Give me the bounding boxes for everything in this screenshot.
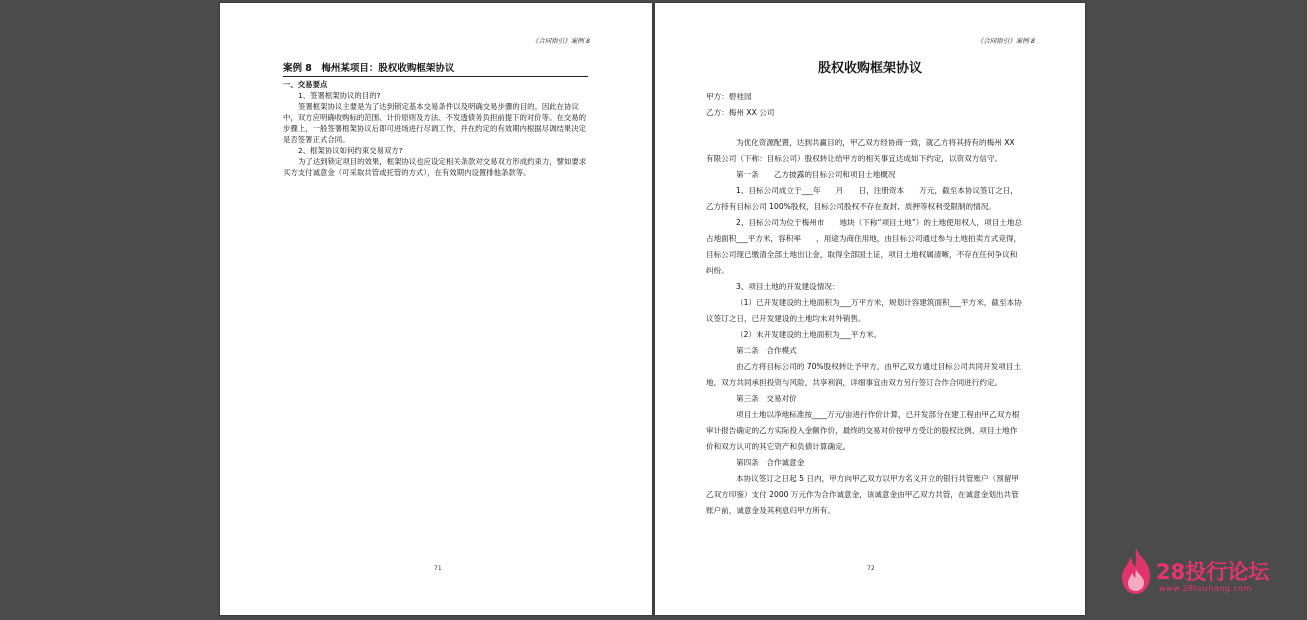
- question-heading: 1、签署框架协议的目的?: [298, 91, 381, 100]
- party-a: 甲方：碧桂园: [706, 92, 752, 101]
- clause-paragraph: 3、项目土地的开发建设情况：: [736, 282, 840, 291]
- party-b: 乙方：梅州 XX 公司: [706, 108, 775, 117]
- preamble-paragraph: 为优化资源配置，达到共赢目的，甲乙双方经协商一致，就乙方将其持有的梅州 XX 有限公司（下称：目标公司）股权转让给甲方的相关事宜达成如下约定，以资双方信守。: [706, 138, 1015, 163]
- running-header: 《合同指引》案例 8: [976, 37, 1035, 45]
- page-body: [283, 79, 589, 178]
- paragraph: 为了达到锁定项目的效果，框架协议也应设定相关条款对交易双方形成约束力，譬如要求买方支付诚意金（可采取共管或托管的方式），在有效期内设置排他条款等。: [283, 157, 587, 177]
- case-title: 案例 8 梅州某项目：股权收购框架协议: [283, 60, 588, 77]
- clause-paragraph: （2）未开发建设的土地面积为___平方米。: [736, 330, 882, 339]
- clause-paragraph: 2、目标公司为位于梅州市 地块（下称“项目土地”）的土地使用权人，项目土地总占地面积___平方米，容积率 ，用途为商住用地，由目标公司通过参与土地拍卖方式竞得，目标公司现已缴清全部土地出让金，取得全部国土证，项目土地权属清晰，不存在任何争议和纠纷。: [706, 218, 1023, 275]
- parties-block: [706, 89, 774, 121]
- document-page-71: [220, 3, 652, 615]
- watermark-logo: [1118, 544, 1298, 600]
- document-page-72: [655, 3, 1085, 615]
- article-heading: 第一条 乙方披露的目标公司和项目土地概况: [736, 170, 896, 179]
- watermark-url: www.28touhang.com: [1159, 584, 1252, 593]
- clause-paragraph: （1）已开发建设的土地面积为___万平方米，规划计容建筑面积___平方米，截至本协议签订之日，已开发建设的土地均未对外销售。: [706, 298, 1022, 323]
- page-number: 71: [434, 565, 442, 572]
- page-body: [706, 135, 1024, 519]
- paragraph: 签署框架协议主要是为了达到锁定基本交易条件以及明确交易步骤的目的。因此在协议中，双方应明确收购标的范围、计价原则及方法、不发透债务负担前提下的对价等。在交易的步骤上，一般签署框架协议后即可进场进行尽调工作，并在约定的有效期内根据尽调结果决定是否签署正式合同。: [283, 102, 587, 144]
- flame-icon: [1118, 546, 1154, 596]
- clause-paragraph: 由乙方将目标公司的 70%股权转让予甲方，由甲乙双方通过目标公司共同开发项目土地，双方共同承担投资与风险，共享利润，详细事宜由双方另行签订合作合同进行约定。: [706, 362, 1022, 387]
- article-heading: 第四条 合作诚意金: [736, 458, 805, 467]
- agreement-title: 股权收购框架协议: [817, 61, 922, 76]
- question-heading: 2、框架协议如何约束交易双方?: [298, 146, 403, 155]
- clause-paragraph: 本协议签订之日起 5 日内，甲方向甲乙双方以甲方名义开立的银行共管账户（预留甲乙双方印鉴）支付 2000 万元作为合作诚意金，该诚意金由甲乙双方共管，在诚意金划出共管账户前，诚意金及其利息归甲方所有。: [706, 474, 1020, 515]
- section-heading: 一、交易要点: [283, 80, 328, 89]
- clause-paragraph: 1、目标公司成立于___年 月 日，注册资本 万元，截至本协议签订之日，乙方持有目标公司 100%股权，目标公司股权不存在查封、质押等权利受限制的情况。: [706, 186, 1018, 211]
- page-number: 72: [867, 565, 875, 572]
- clause-paragraph: 项目土地以净地标准按____万元/亩进行作价计算，已开发部分在建工程由甲乙双方根审计报告确定的乙方实际投入金额作价，最终的交易对价按甲方受让的股权比例、项目土地作价和双方认可的其它资产和负债计算确定。: [706, 410, 1020, 451]
- watermark-brand: 28投行论坛: [1156, 560, 1270, 584]
- article-heading: 第三条 交易对价: [736, 394, 797, 403]
- article-heading: 第二条 合作模式: [736, 346, 797, 355]
- running-header: 《合同指引》案例 8: [531, 37, 590, 45]
